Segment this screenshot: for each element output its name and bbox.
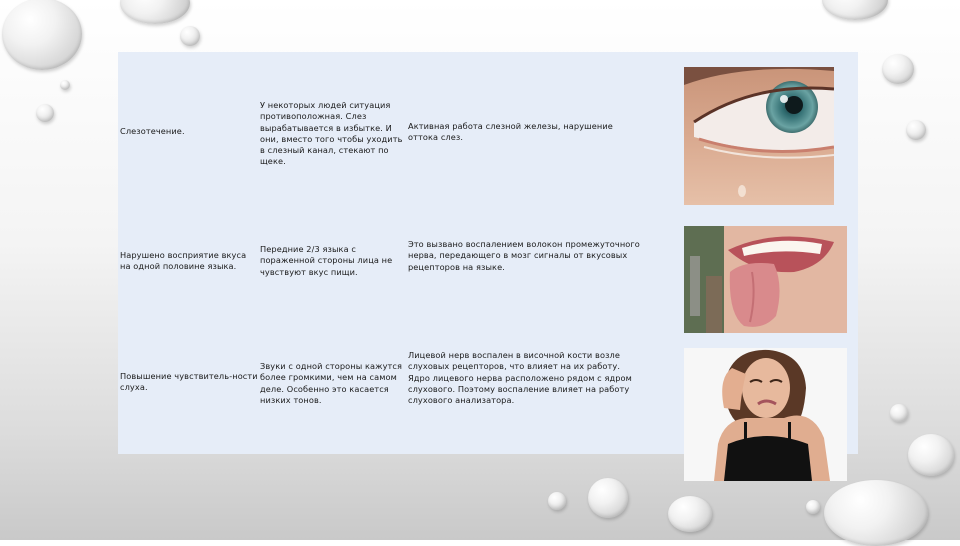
water-drop-decoration bbox=[588, 478, 628, 518]
manifestation-cell: Звуки с одной стороны кажутся более громкими, чем на самом деле. Особенно это касается низких тонов. bbox=[260, 361, 403, 405]
water-drop-decoration bbox=[806, 500, 820, 514]
water-drop-decoration bbox=[36, 104, 54, 122]
water-drop-decoration bbox=[908, 434, 954, 476]
manifestation-cell: У некоторых людей ситуация противоположная. Слез вырабатывается в избытке. И они, вместо того чтобы уходить в слезный канал, стекают по щеке. bbox=[260, 100, 403, 167]
manifestation-cell: Передние 2/3 языка с пораженной стороны лица не чувствуют вкус пищи. bbox=[260, 244, 393, 277]
water-drop-decoration bbox=[2, 0, 82, 70]
cause-cell: Лицевой нерв воспален в височной кости возле слуховых рецепторов, что влияет на их работу. Ядро лицевого нерва расположено рядом с ядром слухового. Поэтому воспаление влияет на работу слухового анализатора. bbox=[408, 350, 632, 406]
water-drop-decoration bbox=[824, 480, 928, 546]
water-drop-decoration bbox=[906, 120, 926, 140]
cause-cell: Активная работа слезной железы, нарушение оттока слез. bbox=[408, 121, 613, 143]
symptom-cell: Повышение чувствитель-ности слуха. bbox=[120, 371, 258, 393]
water-drop-decoration bbox=[120, 0, 190, 24]
tongue-photo bbox=[684, 226, 847, 333]
ear-pain-photo bbox=[684, 348, 847, 481]
water-drop-decoration bbox=[60, 80, 70, 90]
water-drop-decoration bbox=[548, 492, 566, 510]
water-drop-decoration bbox=[180, 26, 200, 46]
water-drop-decoration bbox=[882, 54, 914, 84]
symptom-cell: Нарушено восприятие вкуса на одной половине языка. bbox=[120, 250, 247, 272]
water-drop-decoration bbox=[890, 404, 908, 422]
cause-cell: Это вызвано воспалением волокон промежуточного нерва, передающего в мозг сигналы от вкусовых рецепторов на языке. bbox=[408, 239, 640, 272]
water-drop-decoration bbox=[822, 0, 888, 20]
symptom-cell: Слезотечение. bbox=[120, 126, 185, 136]
eye-tear-photo bbox=[684, 67, 834, 205]
water-drop-decoration bbox=[668, 496, 712, 532]
